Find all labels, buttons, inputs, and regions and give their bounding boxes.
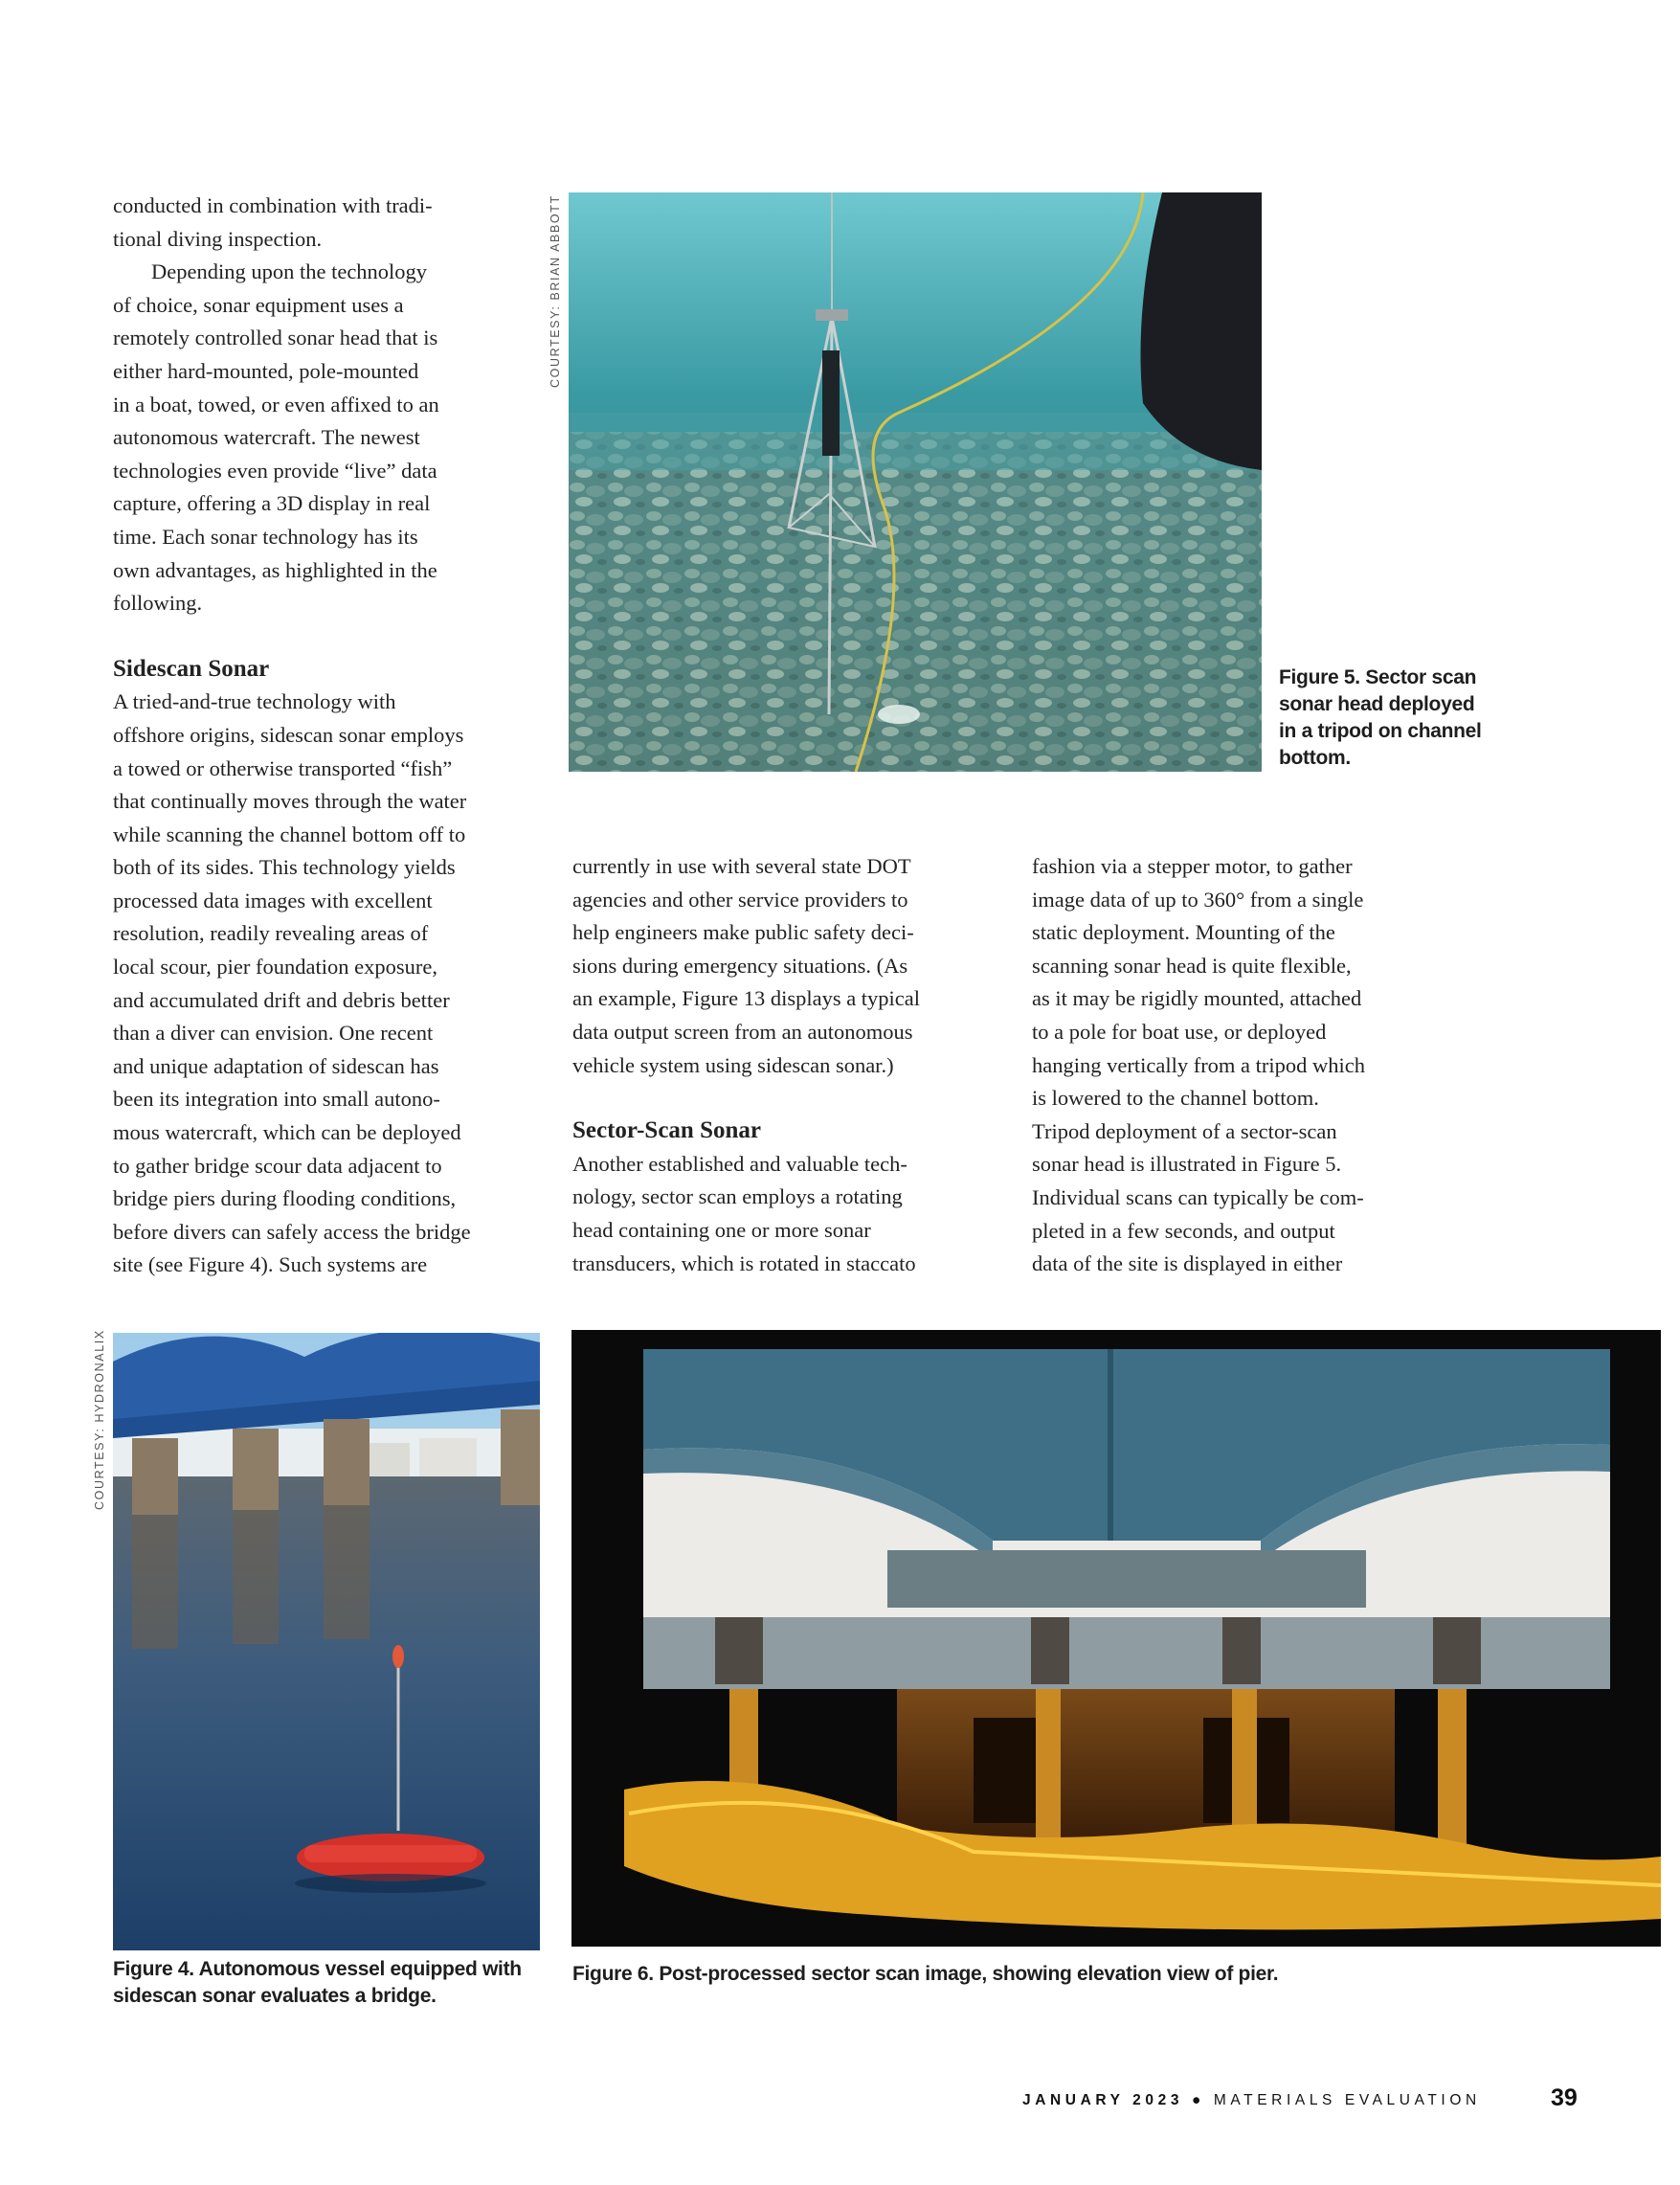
text-line: hanging vertically from a tripod which (1032, 1052, 1366, 1077)
figure5-photo (569, 192, 1262, 772)
figure6-photo (571, 1330, 1661, 1947)
text-line: in a boat, towed, or even affixed to an (113, 392, 439, 417)
text-line: data output screen from an autonomous (572, 1019, 913, 1044)
caption-line: bottom. (1279, 747, 1351, 769)
text-line: as it may be rigidly mounted, attached (1032, 986, 1362, 1011)
text-line: vehicle system using sidescan sonar.) (572, 1052, 894, 1077)
text-line: sions during emergency situations. (As (572, 953, 908, 978)
column2-paragraph-lines (572, 850, 1022, 1082)
text-line: image data of up to 360° from a single (1032, 887, 1364, 912)
text-line: that continually moves through the water (113, 789, 467, 814)
page-number: 39 (1551, 2084, 1578, 2111)
text-line: data of the site is displayed in either (1032, 1251, 1343, 1276)
caption-line: Figure 5. Sector scan (1279, 666, 1477, 688)
section-heading-sector-scan: Sector-Scan Sonar (572, 1117, 761, 1144)
text-line: remotely controlled sonar head that is (113, 326, 438, 350)
figure4-credit: COURTESY: HYDRONALIX (93, 1329, 106, 1510)
text-line: agencies and other service providers to (572, 887, 908, 912)
figure4-photo (113, 1333, 540, 1950)
text-line: than a diver can envision. One recent (113, 1021, 434, 1046)
page-footer (1022, 2092, 1481, 2109)
text-line: bridge piers during flooding conditions, (113, 1186, 457, 1211)
caption-line: in a tripod on channel (1279, 720, 1482, 742)
text-line: to a pole for boat use, or deployed (1032, 1019, 1327, 1044)
text-line: following. (113, 591, 203, 616)
text-line: local scour, pier foundation exposure, (113, 955, 437, 980)
caption-line: sidescan sonar evaluates a bridge. (113, 1985, 437, 2007)
text-line: both of its sides. This technology yields (113, 855, 456, 880)
text-line: transducers, which is rotated in staccato (572, 1250, 916, 1275)
text-line: nology, sector scan employs a rotating (572, 1184, 903, 1209)
text-line: technologies even provide “live” data (113, 458, 437, 483)
figure4-caption (113, 1956, 553, 2010)
text-line: autonomous watercraft. The newest (113, 425, 420, 450)
text-line: scanning sonar head is quite flexible, (1032, 953, 1352, 978)
text-line: own advantages, as highlighted in the (113, 557, 437, 582)
caption-line: sonar head deployed (1279, 693, 1475, 715)
text-line: time. Each sonar technology has its (113, 524, 418, 549)
column1-paragraph-lines (113, 190, 563, 620)
text-line: an example, Figure 13 displays a typical (572, 986, 921, 1011)
text-line: a towed or otherwise transported “fish” (113, 755, 453, 780)
text-line: Individual scans can typically be com- (1032, 1184, 1364, 1209)
text-line: sonar head is illustrated in Figure 5. (1032, 1152, 1342, 1177)
body-column-2 (572, 850, 1022, 1280)
text-line: Depending upon the technology (151, 259, 428, 284)
text-line: while scanning the channel bottom off to (113, 822, 466, 846)
text-line: before divers can safely access the bridge (113, 1219, 471, 1244)
text-line: of choice, sonar equipment uses a (113, 292, 404, 317)
section-heading-sidescan: Sidescan Sonar (113, 655, 270, 682)
text-line: conducted in combination with tradi- (113, 193, 433, 217)
text-line: processed data images with excellent (113, 888, 433, 912)
text-line: mous watercraft, which can be deployed (113, 1120, 461, 1145)
text-line: been its integration into small autono- (113, 1087, 440, 1112)
text-line: either hard-mounted, pole-mounted (113, 358, 419, 383)
column2-sector-scan-lines (572, 1148, 1022, 1280)
text-line: capture, offering a 3D display in real (113, 491, 431, 516)
text-line: help engineers make public safety deci- (572, 920, 914, 945)
text-line: static deployment. Mounting of the (1032, 920, 1335, 945)
caption-line: Figure 4. Autonomous vessel equipped with (113, 1958, 522, 1980)
text-line: resolution, readily revealing areas of (113, 921, 429, 946)
footer-publication: MATERIALS EVALUATION (1213, 2092, 1481, 2108)
text-line: Tripod deployment of a sector-scan (1032, 1118, 1337, 1143)
text-line: currently in use with several state DOT (572, 854, 911, 878)
text-line: fashion via a stepper motor, to gather (1032, 854, 1353, 878)
figure5-credit: COURTESY: BRIAN ABBOTT (549, 194, 562, 388)
figure6-caption: Figure 6. Post-processed sector scan image, showing elevation view of pier. (572, 1963, 1279, 1985)
text-line: offshore origins, sidescan sonar employs (113, 722, 464, 747)
text-line: site (see Figure 4). Such systems are (113, 1252, 428, 1277)
text-line: to gather bridge scour data adjacent to (113, 1153, 442, 1178)
text-line: is lowered to the channel bottom. (1032, 1086, 1319, 1111)
text-line: and accumulated drift and debris better (113, 987, 450, 1012)
footer-date: JANUARY 2023 (1022, 2092, 1184, 2108)
figure5-caption (1279, 665, 1566, 772)
footer-bullet: ● (1191, 2092, 1205, 2108)
text-line: and unique adaptation of sidescan has (113, 1053, 439, 1078)
text-line: head containing one or more sonar (572, 1217, 871, 1242)
column1-sidescan-lines (113, 686, 563, 1282)
body-column-3 (1032, 850, 1482, 1281)
text-line: tional diving inspection. (113, 226, 323, 251)
column3-paragraph-lines (1032, 850, 1482, 1281)
text-line: Another established and valuable tech- (572, 1151, 907, 1176)
text-line: A tried-and-true technology with (113, 689, 396, 714)
text-line: pleted in a few seconds, and output (1032, 1218, 1335, 1243)
body-column-1 (113, 190, 563, 1282)
